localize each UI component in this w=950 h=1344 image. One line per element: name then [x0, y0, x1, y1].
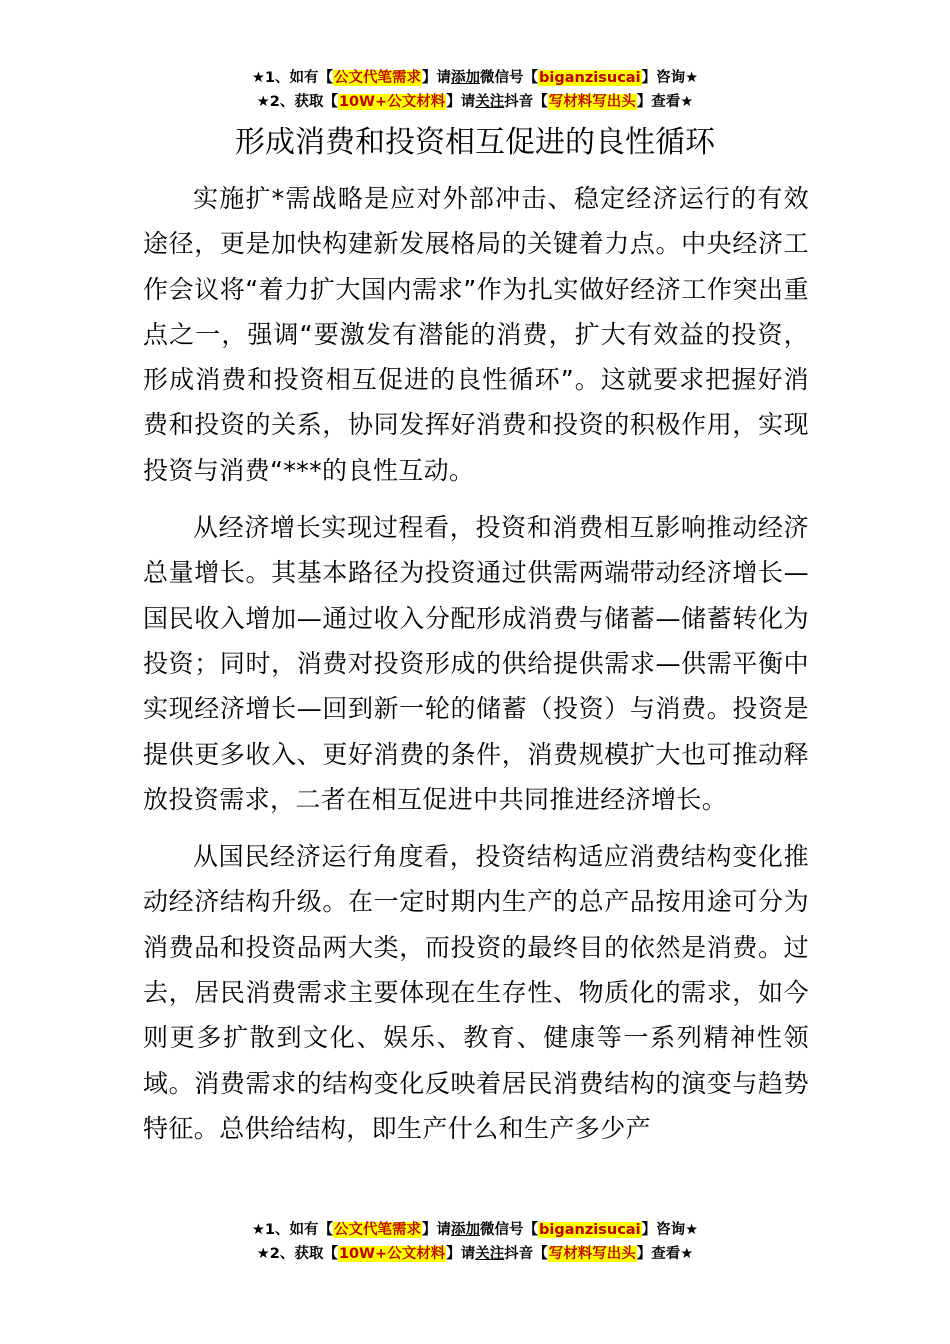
banner-text: 】请 [422, 1222, 452, 1238]
paragraph-3: 从国民经济运行角度看，投资结构适应消费结构变化推动经济结构升级。在一定时期内生产的总产品按用途可分为消费品和投资品两大类，而投资的最终目的依然是消费。过去，居民消费需求主要体现在生存性、物质化的需求，如今则更多扩散到文化、娱乐、教育、健康等一系列精神性领域。消费需求的结构变化反映着居民消费结构的演变与趋势特征。总供给结构，即生产什么和生产多少产 [143, 842, 809, 1143]
underlined-text: 添加 [451, 70, 481, 86]
header-banner [0, 66, 950, 114]
underlined-text: 添加 [451, 1222, 481, 1238]
highlight-materials: 10W+公文材料 [338, 94, 446, 110]
banner-line-2 [0, 1242, 950, 1266]
highlight-douyin-id: 写材料写出头 [548, 1246, 636, 1262]
banner-text: 】请 [446, 1246, 476, 1262]
banner-line-1 [0, 1218, 950, 1242]
banner-text: 抖音【 [504, 94, 548, 110]
banner-text: 】请 [446, 94, 476, 110]
footer-banner [0, 1218, 950, 1266]
paragraph-1: 实施扩*需战略是应对外部冲击、稳定经济运行的有效途径，更是加快构建新发展格局的关键着力点。中央经济工作会议将“着力扩大国内需求”作为扎实做好经济工作突出重点之一，强调“要激发有潜能的消费，扩大有效益的投资，形成消费和投资相互促进的良性循环”。这就要求把握好消费和投资的关系，协同发挥好消费和投资的积极作用，实现投资与消费“***的良性互动。 [143, 184, 809, 485]
banner-text: ★2、获取【 [256, 94, 338, 110]
banner-text: 抖音【 [504, 1246, 548, 1262]
highlight-wechat-id: biganzisucai [539, 70, 641, 86]
banner-text: ★1、如有【 [251, 70, 334, 86]
highlight-wechat-id: biganzisucai [539, 1222, 641, 1238]
banner-text: 】咨询★ [641, 70, 699, 86]
highlight-service: 公文代笔需求 [334, 1222, 422, 1238]
banner-text: ★2、获取【 [256, 1246, 338, 1262]
banner-text: 微信号【 [480, 1222, 539, 1238]
underlined-text: 关注 [475, 1246, 505, 1262]
banner-text: 】咨询★ [641, 1222, 699, 1238]
highlight-materials: 10W+公文材料 [338, 1246, 446, 1262]
underlined-text: 关注 [475, 94, 505, 110]
banner-text: 】查看★ [636, 94, 694, 110]
document-body [143, 176, 809, 1163]
banner-line-2 [0, 90, 950, 114]
banner-text: ★1、如有【 [251, 1222, 334, 1238]
banner-line-1 [0, 66, 950, 90]
paragraph-2: 从经济增长实现过程看，投资和消费相互影响推动经济总量增长。其基本路径为投资通过供需两端带动经济增长—国民收入增加—通过收入分配形成消费与储蓄—储蓄转化为投资；同时，消费对投资形成的供给提供需求—供需平衡中实现经济增长—回到新一轮的储蓄（投资）与消费。投资是提供更多收入、更好消费的条件，消费规模扩大也可推动释放投资需求，二者在相互促进中共同推进经济增长。 [143, 513, 809, 814]
document-title: 形成消费和投资相互促进的良性循环 [235, 125, 715, 160]
highlight-service: 公文代笔需求 [334, 70, 422, 86]
highlight-douyin-id: 写材料写出头 [548, 94, 636, 110]
banner-text: 】查看★ [636, 1246, 694, 1262]
banner-text: 】请 [422, 70, 452, 86]
banner-text: 微信号【 [480, 70, 539, 86]
